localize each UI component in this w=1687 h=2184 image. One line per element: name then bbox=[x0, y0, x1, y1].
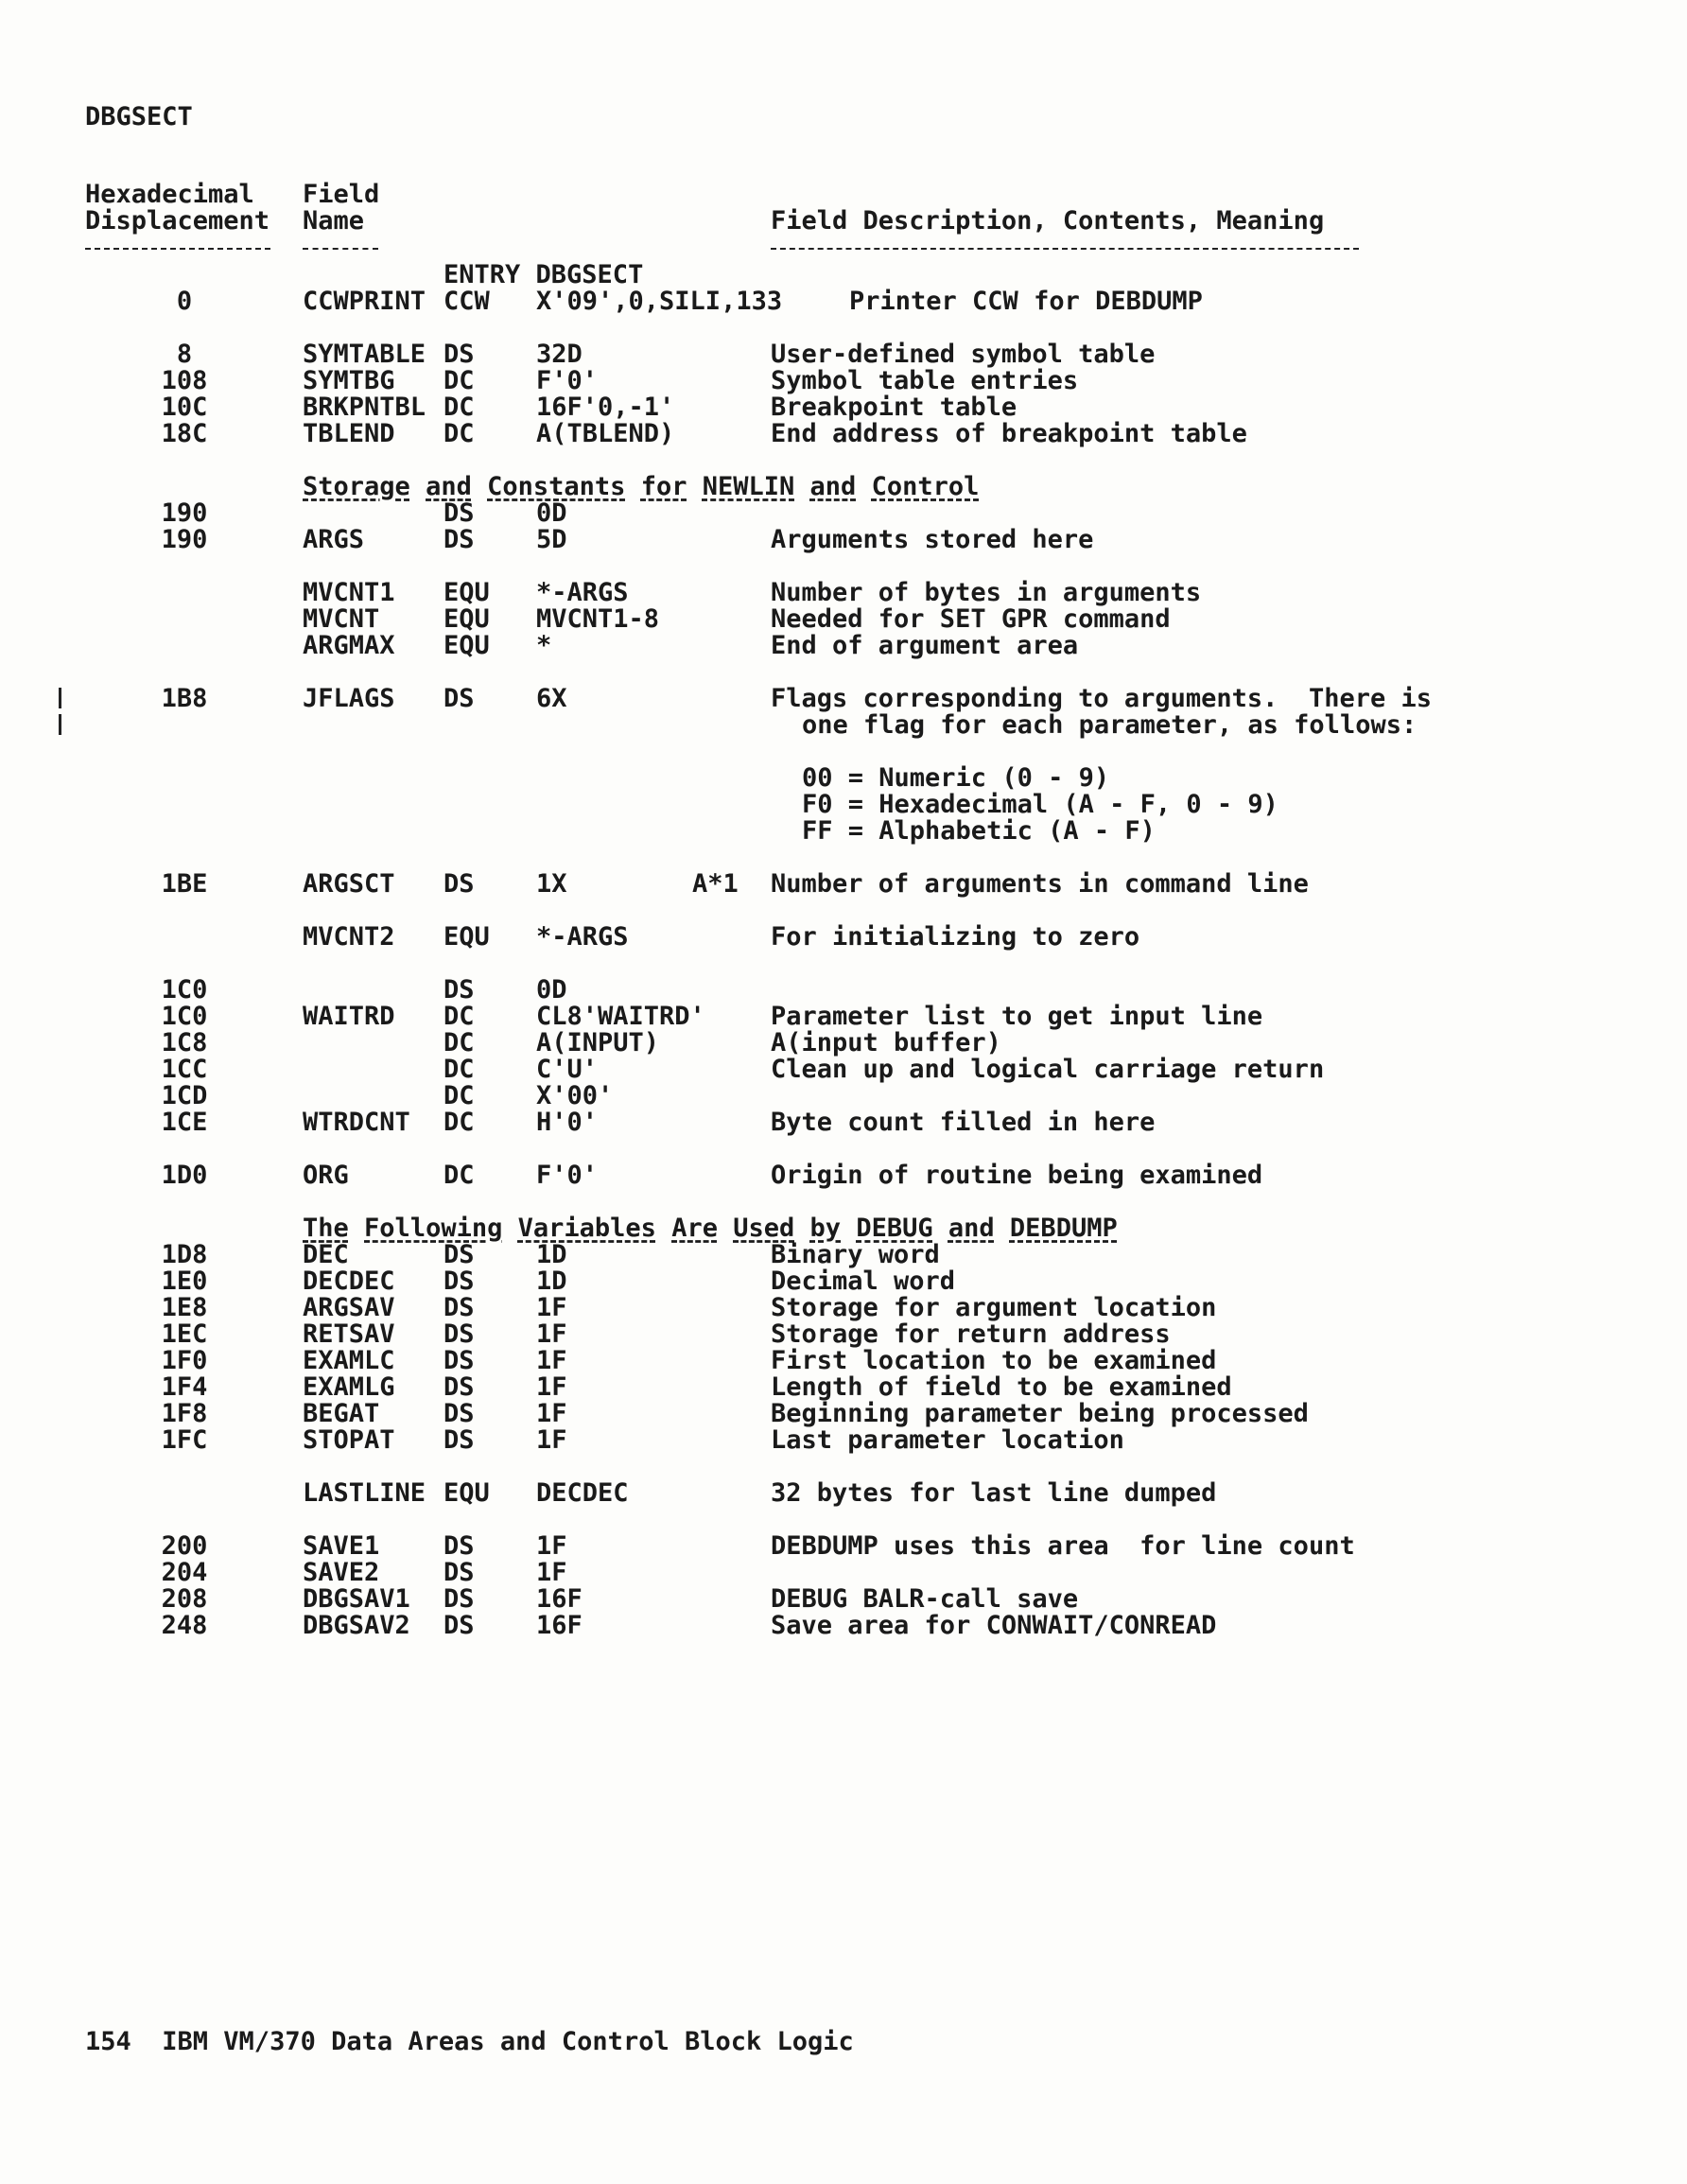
row-displacement: 1E0 bbox=[161, 1267, 208, 1296]
row-opcode: DS bbox=[443, 1293, 475, 1322]
row-description: User-defined symbol table bbox=[771, 340, 1156, 369]
row-displacement: 1CD bbox=[161, 1081, 208, 1110]
row-operand: 16F'0,-1' bbox=[536, 393, 675, 422]
row-opcode: DS bbox=[443, 1425, 475, 1455]
jflags-continuation: one flag for each parameter, as follows: bbox=[802, 710, 1417, 740]
row-displacement: 1D8 bbox=[161, 1240, 208, 1269]
row-operand: 1F bbox=[536, 1531, 567, 1561]
row-description: Arguments stored here bbox=[771, 525, 1094, 554]
row-operand: 1X bbox=[536, 869, 567, 899]
heading-word: Used bbox=[733, 1214, 795, 1243]
row-displacement: 108 bbox=[161, 366, 208, 395]
row-opcode: DC bbox=[443, 1055, 475, 1084]
page-footer: 154 IBM VM/370 Data Areas and Control Block Logic bbox=[85, 2027, 854, 2056]
row-field-name: BRKPNTBL bbox=[303, 393, 426, 422]
row-opcode: DS bbox=[443, 975, 475, 1005]
heading-word: by bbox=[809, 1214, 842, 1243]
heading-word: Variables bbox=[517, 1214, 656, 1243]
row-field-name: STOPAT bbox=[303, 1425, 395, 1455]
row-operand: 5D bbox=[536, 525, 567, 554]
row-operand: 0D bbox=[536, 975, 567, 1005]
heading-word: Storage bbox=[303, 472, 410, 501]
row-opcode: EQU bbox=[443, 922, 490, 952]
col-hex-heading-2: Displacement bbox=[85, 206, 270, 236]
row-operand: 1F bbox=[536, 1346, 567, 1375]
heading-word: for bbox=[640, 472, 687, 501]
row-displacement: 1F8 bbox=[161, 1399, 208, 1428]
col-field-heading-1: Field bbox=[303, 180, 380, 209]
heading-word: Constants bbox=[487, 472, 626, 501]
row-description: End of argument area bbox=[771, 631, 1079, 660]
row-description: Decimal word bbox=[771, 1267, 956, 1296]
col-desc-heading: Field Description, Contents, Meaning bbox=[771, 206, 1325, 236]
row-opcode: DS bbox=[443, 1346, 475, 1375]
row-field-name: EXAMLC bbox=[303, 1346, 395, 1375]
row-operand: F'0' bbox=[536, 1161, 599, 1190]
row-note: A*1 bbox=[692, 869, 739, 899]
heading-word: DEBDUMP bbox=[1009, 1214, 1118, 1243]
row-description: Number of arguments in command line bbox=[771, 869, 1309, 899]
row-field-name: SYMTABLE bbox=[303, 340, 426, 369]
row-operand: F'0' bbox=[536, 366, 599, 395]
heading-word: and bbox=[809, 472, 857, 501]
row-field-name: BEGAT bbox=[303, 1399, 380, 1428]
jflags-value-numeric: 00 = Numeric (0 - 9) bbox=[802, 763, 1110, 793]
row-operand: 16F bbox=[536, 1584, 583, 1614]
row-opcode: DS bbox=[443, 1611, 475, 1640]
row-opcode: EQU bbox=[443, 604, 490, 634]
row-opcode: DS bbox=[443, 498, 475, 528]
row-displacement: 1B8 bbox=[161, 684, 208, 713]
row-displacement: 1F0 bbox=[161, 1346, 208, 1375]
section-heading-debug bbox=[303, 1215, 1118, 1242]
row-displacement: 1FC bbox=[161, 1425, 208, 1455]
row-description: Save area for CONWAIT/CONREAD bbox=[771, 1611, 1217, 1640]
row-operand: *-ARGS bbox=[536, 578, 629, 607]
jflags-value-hex: F0 = Hexadecimal (A - F, 0 - 9) bbox=[802, 790, 1278, 819]
row-displacement: 1C0 bbox=[161, 1002, 208, 1031]
row-field-name: JFLAGS bbox=[303, 684, 395, 713]
row-operand: MVCNT1-8 bbox=[536, 604, 660, 634]
row-description: Flags corresponding to arguments. There is bbox=[771, 684, 1432, 713]
row-description: Length of field to be examined bbox=[771, 1372, 1232, 1402]
row-displacement: 1C8 bbox=[161, 1028, 208, 1057]
row-description: Storage for argument location bbox=[771, 1293, 1217, 1322]
row-opcode: DC bbox=[443, 1081, 475, 1110]
row-operand: 1F bbox=[536, 1399, 567, 1428]
row-displacement: 190 bbox=[161, 498, 208, 528]
row-field-name: DECDEC bbox=[303, 1267, 395, 1296]
row-operand: A(TBLEND) bbox=[536, 419, 675, 448]
row-displacement: 190 bbox=[161, 525, 208, 554]
row-opcode: DS bbox=[443, 1584, 475, 1614]
row-opcode: CCW bbox=[443, 287, 490, 316]
row-operand: H'0' bbox=[536, 1108, 599, 1137]
row-description: Needed for SET GPR command bbox=[771, 604, 1171, 634]
row-description: Number of bytes in arguments bbox=[771, 578, 1202, 607]
row-operand: 1F bbox=[536, 1319, 567, 1349]
row-field-name: CCWPRINT bbox=[303, 287, 426, 316]
row-description: First location to be examined bbox=[771, 1346, 1217, 1375]
heading-word: Following bbox=[364, 1214, 503, 1243]
row-operand: * bbox=[536, 631, 552, 660]
row-operand: CL8'WAITRD' bbox=[536, 1002, 705, 1031]
entry-line: ENTRY DBGSECT bbox=[443, 260, 644, 289]
heading-word: NEWLIN bbox=[702, 472, 795, 501]
heading-word: Control bbox=[871, 472, 980, 501]
row-description: A(input buffer) bbox=[771, 1028, 1001, 1057]
row-displacement: 1D0 bbox=[161, 1161, 208, 1190]
col-hex-heading-1: Hexadecimal bbox=[85, 180, 254, 209]
heading-word: and bbox=[948, 1214, 995, 1243]
row-displacement: 200 bbox=[161, 1531, 208, 1561]
row-description: Parameter list to get input line bbox=[771, 1002, 1263, 1031]
row-displacement: 1F4 bbox=[161, 1372, 208, 1402]
row-field-name: ARGS bbox=[303, 525, 365, 554]
row-field-name: RETSAV bbox=[303, 1319, 395, 1349]
change-bar bbox=[59, 714, 61, 735]
row-opcode: DS bbox=[443, 1319, 475, 1349]
row-field-name: ARGSAV bbox=[303, 1293, 395, 1322]
heading-word: DEBUG bbox=[856, 1214, 933, 1243]
row-operand: 1F bbox=[536, 1293, 567, 1322]
row-description: DEBUG BALR-call save bbox=[771, 1584, 1079, 1614]
change-bar bbox=[59, 688, 61, 708]
row-description: Binary word bbox=[771, 1240, 940, 1269]
row-field-name: TBLEND bbox=[303, 419, 395, 448]
row-field-name: ARGSCT bbox=[303, 869, 395, 899]
row-operand: 1D bbox=[536, 1267, 567, 1296]
row-opcode: DC bbox=[443, 366, 475, 395]
row-field-name: ARGMAX bbox=[303, 631, 395, 660]
hex-heading-rule bbox=[85, 248, 270, 250]
row-description: DEBDUMP uses this area for line count bbox=[771, 1531, 1355, 1561]
row-displacement: 1E8 bbox=[161, 1293, 208, 1322]
row-field-name: MVCNT1 bbox=[303, 578, 395, 607]
row-description: Printer CCW for DEBDUMP bbox=[849, 287, 1203, 316]
row-operand: 1D bbox=[536, 1240, 567, 1269]
row-description: Breakpoint table bbox=[771, 393, 1017, 422]
row-description: 32 bytes for last line dumped bbox=[771, 1478, 1217, 1508]
row-field-name: WTRDCNT bbox=[303, 1108, 410, 1137]
row-field-name: WAITRD bbox=[303, 1002, 395, 1031]
row-field-name: SYMTBG bbox=[303, 366, 395, 395]
row-field-name: DEC bbox=[303, 1240, 349, 1269]
row-displacement: 8 bbox=[176, 340, 193, 369]
row-description: Beginning parameter being processed bbox=[771, 1399, 1309, 1428]
section-heading-newlin bbox=[303, 474, 979, 500]
row-operand: 1F bbox=[536, 1425, 567, 1455]
row-displacement: 18C bbox=[161, 419, 208, 448]
row-opcode: DC bbox=[443, 1108, 475, 1137]
row-operand: *-ARGS bbox=[536, 922, 629, 952]
col-field-heading-2: Name bbox=[303, 206, 365, 236]
row-description: For initializing to zero bbox=[771, 922, 1140, 952]
row-field-name: SAVE2 bbox=[303, 1558, 380, 1587]
row-operand: DECDEC bbox=[536, 1478, 629, 1508]
row-field-name: LASTLINE bbox=[303, 1478, 426, 1508]
row-operand: 1F bbox=[536, 1558, 567, 1587]
heading-word: The bbox=[303, 1214, 349, 1243]
row-displacement: 204 bbox=[161, 1558, 208, 1587]
row-opcode: DC bbox=[443, 1002, 475, 1031]
row-opcode: DS bbox=[443, 340, 475, 369]
row-opcode: DC bbox=[443, 1161, 475, 1190]
row-description: End address of breakpoint table bbox=[771, 419, 1247, 448]
row-opcode: DC bbox=[443, 1028, 475, 1057]
row-opcode: DS bbox=[443, 1558, 475, 1587]
row-displacement: 1CE bbox=[161, 1108, 208, 1137]
row-description: Clean up and logical carriage return bbox=[771, 1055, 1325, 1084]
row-opcode: DS bbox=[443, 1531, 475, 1561]
jflags-value-alpha: FF = Alphabetic (A - F) bbox=[802, 816, 1156, 846]
row-field-name: ORG bbox=[303, 1161, 349, 1190]
heading-word: Are bbox=[671, 1214, 718, 1243]
row-operand: C'U' bbox=[536, 1055, 599, 1084]
desc-heading-rule bbox=[771, 248, 1359, 250]
row-operand: 1F bbox=[536, 1372, 567, 1402]
row-displacement: 1CC bbox=[161, 1055, 208, 1084]
row-opcode: EQU bbox=[443, 631, 490, 660]
row-operand: 32D bbox=[536, 340, 583, 369]
row-opcode: DS bbox=[443, 525, 475, 554]
row-operand: X'00' bbox=[536, 1081, 614, 1110]
row-operand: 16F bbox=[536, 1611, 583, 1640]
row-displacement: 1EC bbox=[161, 1319, 208, 1349]
row-opcode: DC bbox=[443, 393, 475, 422]
row-opcode: DS bbox=[443, 1399, 475, 1428]
row-opcode: DS bbox=[443, 1372, 475, 1402]
row-field-name: SAVE1 bbox=[303, 1531, 380, 1561]
row-operand: 0D bbox=[536, 498, 567, 528]
row-opcode: DS bbox=[443, 1240, 475, 1269]
row-description: Origin of routine being examined bbox=[771, 1161, 1263, 1190]
row-displacement: 1BE bbox=[161, 869, 208, 899]
row-displacement: 10C bbox=[161, 393, 208, 422]
row-displacement: 0 bbox=[176, 287, 193, 316]
row-opcode: DS bbox=[443, 1267, 475, 1296]
row-operand: X'09',0,SILI,133 bbox=[536, 287, 783, 316]
row-field-name: MVCNT bbox=[303, 604, 380, 634]
row-description: Symbol table entries bbox=[771, 366, 1079, 395]
row-description: Byte count filled in here bbox=[771, 1108, 1156, 1137]
row-operand: A(INPUT) bbox=[536, 1028, 660, 1057]
row-displacement: 1C0 bbox=[161, 975, 208, 1005]
row-description: Last parameter location bbox=[771, 1425, 1124, 1455]
row-field-name: MVCNT2 bbox=[303, 922, 395, 952]
heading-word: and bbox=[426, 472, 472, 501]
row-field-name: EXAMLG bbox=[303, 1372, 395, 1402]
row-displacement: 248 bbox=[161, 1611, 208, 1640]
row-opcode: DS bbox=[443, 684, 475, 713]
row-field-name: DBGSAV2 bbox=[303, 1611, 410, 1640]
row-description: Storage for return address bbox=[771, 1319, 1171, 1349]
field-heading-rule bbox=[303, 248, 378, 250]
row-opcode: EQU bbox=[443, 1478, 490, 1508]
row-displacement: 208 bbox=[161, 1584, 208, 1614]
row-opcode: DC bbox=[443, 419, 475, 448]
row-opcode: EQU bbox=[443, 578, 490, 607]
page-header: DBGSECT bbox=[85, 102, 193, 131]
row-field-name: DBGSAV1 bbox=[303, 1584, 410, 1614]
row-opcode: DS bbox=[443, 869, 475, 899]
row-operand: 6X bbox=[536, 684, 567, 713]
